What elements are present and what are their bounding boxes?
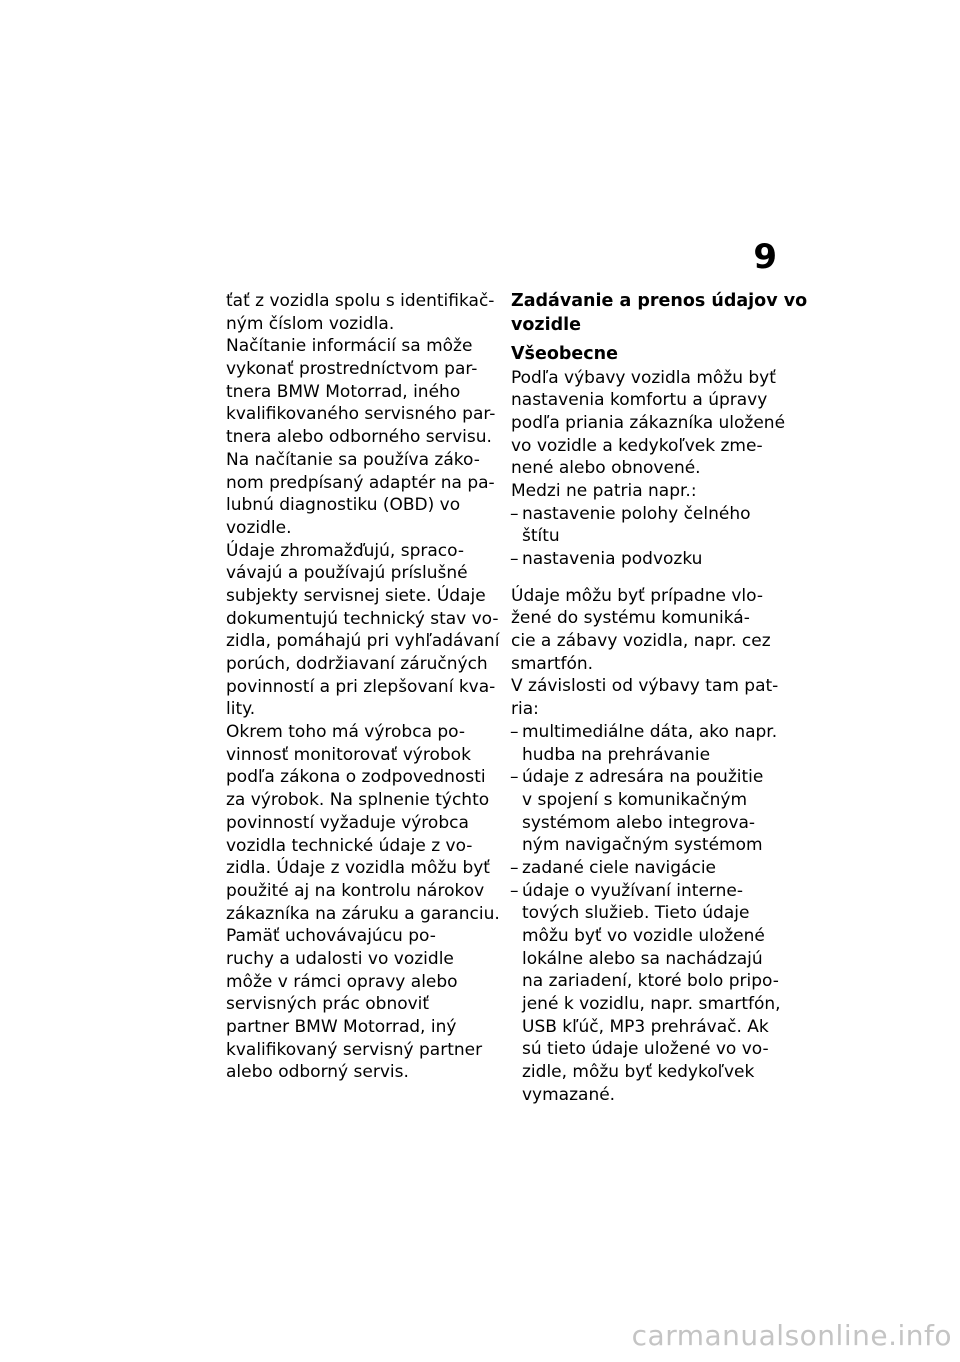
- text-line: nastavenia podvozku: [522, 549, 703, 569]
- text-line: povinností vyžaduje výrobca: [226, 812, 469, 833]
- text-line: sú tieto údaje uložené vo vo-: [522, 1039, 769, 1060]
- text-line: ným číslom vozidla.: [226, 313, 395, 334]
- text-line: porúch, dodržiavaní záručných: [226, 654, 488, 674]
- text-line: údaje z adresára na použitie: [522, 767, 764, 788]
- text-line: lity.: [226, 699, 256, 720]
- left-paragraph-5: [226, 925, 492, 1084]
- list-item: [511, 766, 783, 857]
- text-line: Podľa výbavy vozidla môžu byť: [511, 367, 776, 388]
- text-line: kvalifikovaného servisného par-: [226, 404, 496, 425]
- text-line: zidla, pomáhajú pri vyhľadávaní: [226, 631, 500, 652]
- dash-bullet: –: [510, 767, 519, 788]
- list-item: [511, 721, 783, 766]
- text-line: zákazníka na záruku a garanciu.: [226, 903, 500, 924]
- text-line: alebo odborný servis.: [226, 1062, 409, 1083]
- right-paragraph-3: [511, 585, 783, 676]
- text-line: ným navigačným systémom: [522, 835, 763, 856]
- text-line: môžu byť vo vozidle uložené: [522, 926, 765, 946]
- text-line: Medzi ne patria napr.:: [511, 480, 697, 501]
- text-line: Údaje môžu byť prípadne vlo-: [511, 585, 763, 606]
- text-line: tnera alebo odborného servisu.: [226, 427, 492, 448]
- text-line: kvalifikovaný servisný partner: [226, 1039, 483, 1060]
- right-column: [510, 290, 808, 1107]
- text-line: Načítanie informácií sa môže: [226, 336, 473, 357]
- right-paragraph-1: [511, 367, 786, 480]
- text-line: vinnosť monitorovať výrobok: [226, 744, 471, 765]
- text-line: podľa zákona o zodpovednosti: [226, 767, 486, 788]
- text-line: v spojení s komunikačným: [522, 789, 748, 810]
- text-line: za výrobok. Na splnenie týchto: [226, 790, 490, 811]
- text-line: systémom alebo integrova-: [522, 812, 756, 833]
- text-line: smartfón.: [511, 653, 594, 674]
- text-line: subjekty servisnej siete. Údaje: [226, 585, 486, 606]
- text-line: zadané ciele navigácie: [522, 857, 717, 878]
- left-column: [226, 290, 500, 1084]
- text-line: partner BMW Motorrad, iný: [226, 1017, 457, 1037]
- text-line: vávajú a používajú príslušné: [226, 563, 468, 584]
- text-line: ruchy a udalosti vo vozidle: [226, 948, 454, 969]
- list-item: [511, 548, 783, 571]
- page-number: 9: [753, 237, 777, 277]
- text-line: použité aj na kontrolu nárokov: [226, 880, 485, 901]
- text-line: vykonať prostredníctvom par-: [226, 359, 478, 380]
- text-line: ria:: [511, 699, 539, 720]
- text-line: Okrem toho má výrobca po-: [226, 722, 466, 743]
- text-line: V závislosti od výbavy tam pat-: [511, 676, 779, 697]
- dash-bullet: –: [510, 503, 519, 524]
- left-paragraph-2: [226, 335, 496, 539]
- text-line: zidle, môžu byť kedykoľvek: [522, 1062, 755, 1083]
- section-heading: [511, 290, 808, 337]
- list-item: [511, 880, 783, 1107]
- text-line: nastavenie polohy čelného: [522, 503, 751, 524]
- left-paragraph-1: [226, 290, 495, 335]
- text-line: Na načítanie sa používa záko-: [226, 449, 480, 470]
- watermark: carmanualsonline.info: [631, 1319, 952, 1352]
- text-line: na zariadení, ktoré bolo pripo-: [522, 971, 779, 992]
- dash-bullet: –: [510, 880, 519, 901]
- text-line: lubnú diagnostiku (OBD) vo: [226, 495, 461, 516]
- text-line: tnera BMW Motorrad, iného: [226, 381, 461, 402]
- text-line: nom predpísaný adaptér na pa-: [226, 472, 495, 493]
- text-line: zidla. Údaje z vozidla môžu byť: [226, 858, 490, 879]
- text-line: dokumentujú technický stav vo-: [226, 608, 499, 629]
- text-line: vymazané.: [522, 1084, 616, 1105]
- text-line: USB kľúč, MP3 prehrávač. Ak: [522, 1016, 769, 1037]
- right-paragraph-4: [511, 675, 783, 720]
- text-line: štítu: [522, 526, 560, 547]
- text-line: multimediálne dáta, ako napr.: [522, 721, 778, 742]
- text-line: hudba na prehrávanie: [522, 744, 711, 765]
- text-line: nastavenia komfortu a úpravy: [511, 390, 768, 411]
- dash-bullet: –: [510, 549, 519, 569]
- dash-bullet: –: [510, 721, 519, 742]
- heading-line: vozidle: [511, 314, 582, 335]
- text-line: Údaje zhromažďujú, spraco-: [226, 540, 464, 561]
- text-line: tových služieb. Tieto údaje: [522, 903, 750, 924]
- right-paragraph-2: [511, 480, 783, 503]
- text-line: povinností a pri zlepšovaní kva-: [226, 676, 496, 697]
- heading-line: Zadávanie a prenos údajov vo: [511, 291, 808, 311]
- bullet-list-1: [511, 503, 783, 571]
- text-line: lokálne alebo sa nachádzajú: [522, 948, 763, 969]
- left-paragraph-3: [226, 540, 500, 722]
- text-line: vozidle.: [226, 517, 292, 538]
- subheading: Všeobecne: [511, 344, 618, 364]
- text-line: vo vozidle a kedykoľvek zme-: [511, 435, 763, 456]
- left-paragraph-4: [226, 721, 500, 925]
- text-line: vozidla technické údaje z vo-: [226, 835, 473, 856]
- dash-bullet: –: [510, 857, 519, 878]
- text-line: jené k vozidlu, napr. smartfón,: [522, 994, 781, 1015]
- text-line: žené do systému komuniká-: [511, 608, 750, 629]
- text-line: servisných prác obnoviť: [226, 994, 430, 1015]
- list-item: [511, 857, 783, 880]
- text-line: môže v rámci opravy alebo: [226, 971, 458, 992]
- text-line: nené alebo obnovené.: [511, 458, 701, 479]
- text-line: ťať z vozidla spolu s identifikač-: [226, 291, 495, 311]
- bullet-list-2: [511, 721, 783, 1107]
- text-line: údaje o využívaní interne-: [522, 880, 743, 901]
- text-line: podľa priania zákazníka uložené: [511, 412, 786, 433]
- list-item: [511, 503, 783, 548]
- text-line: Pamäť uchovávajúcu po-: [226, 926, 436, 947]
- text-line: cie a zábavy vozidla, napr. cez: [511, 631, 771, 652]
